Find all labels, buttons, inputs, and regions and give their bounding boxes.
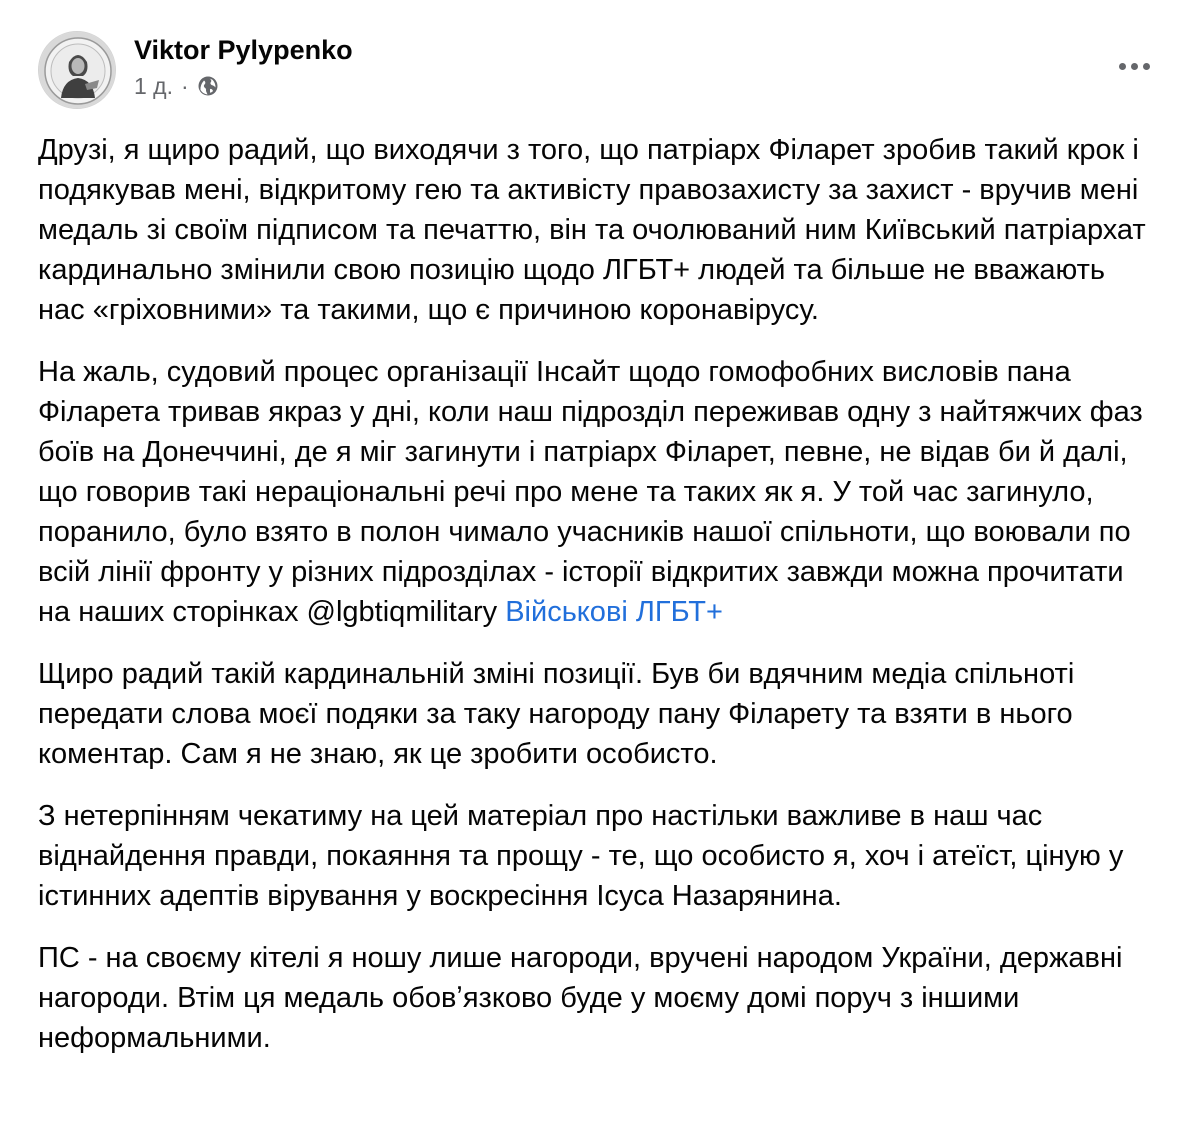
post-body (38, 130, 1152, 1058)
post-paragraph: Щиро радий такій кардинальній зміні позиції. Був би вдячним медіа спільноті передати слова моєї подяки за таку нагороду пану Філарету та взяти в нього коментар. Сам я не знаю, як це зробити особисто. (38, 658, 1075, 770)
post-subline (134, 73, 353, 99)
page-link[interactable]: Військові ЛГБТ+ (505, 596, 723, 628)
more-options-button[interactable] (1112, 52, 1156, 80)
more-dot-icon (1131, 63, 1138, 70)
avatar[interactable] (38, 31, 116, 109)
meta-separator: · (181, 73, 189, 99)
post-paragraph: З нетерпінням чекатиму на цей матеріал про настільки важливе в наш час віднайдення правди, покаяння та прощу - те, що особисто я, хоч і атеїст, ціную у істинних адептів вірування у воскресіння Ісуса Назарянина. (38, 800, 1124, 912)
post-header (38, 30, 1152, 110)
avatar-portrait-icon (39, 32, 116, 109)
more-dot-icon (1119, 63, 1126, 70)
post-paragraph: Друзі, я щиро радий, що виходячи з того, що патріарх Філарет зробив такий крок і подякував мені, відкритому гею та активісту правозахисту за захист - вручив мені медаль зі своїм підписом та печаттю, він та очолюваний ним Київський патріархат кардинально змінили свою позицію щодо ЛГБТ+ людей та більше не вважають нас «гріховними» та такими, що є причиною коронавірусу. (38, 134, 1146, 326)
author-name[interactable]: Viktor Pylypenko (134, 35, 353, 65)
post-paragraph (38, 352, 1152, 632)
globe-icon[interactable] (197, 75, 219, 97)
more-dot-icon (1143, 63, 1150, 70)
post-paragraph: ПС - на своєму кітелі я ношу лише нагороди, вручені народом України, державні нагороди. Втім ця медаль обовʼязково буде у моєму домі поруч з іншими неформальними. (38, 942, 1123, 1054)
post-paragraph-text: На жаль, судовий процес організації Інсайт щодо гомофобних висловів пана Філарета тривав якраз у дні, коли наш підрозділ переживав одну з найтяжчих фаз боїв на Донеччині, де я міг загинути і патріарх Філарет, певне, не відав би й далі, що говорив такі нераціональні речі про мене та таких як я. У той час загинуло, поранило, було взято в полон чимало учасників нашої спільноти, що воювали по всій лінії фронту у різних підрозділах - історії відкритих завжди можна прочитати на наших сторінках @lgbtiqmilitary (38, 356, 1143, 628)
post-meta (134, 33, 353, 99)
post-time[interactable]: 1 д. (134, 73, 173, 99)
